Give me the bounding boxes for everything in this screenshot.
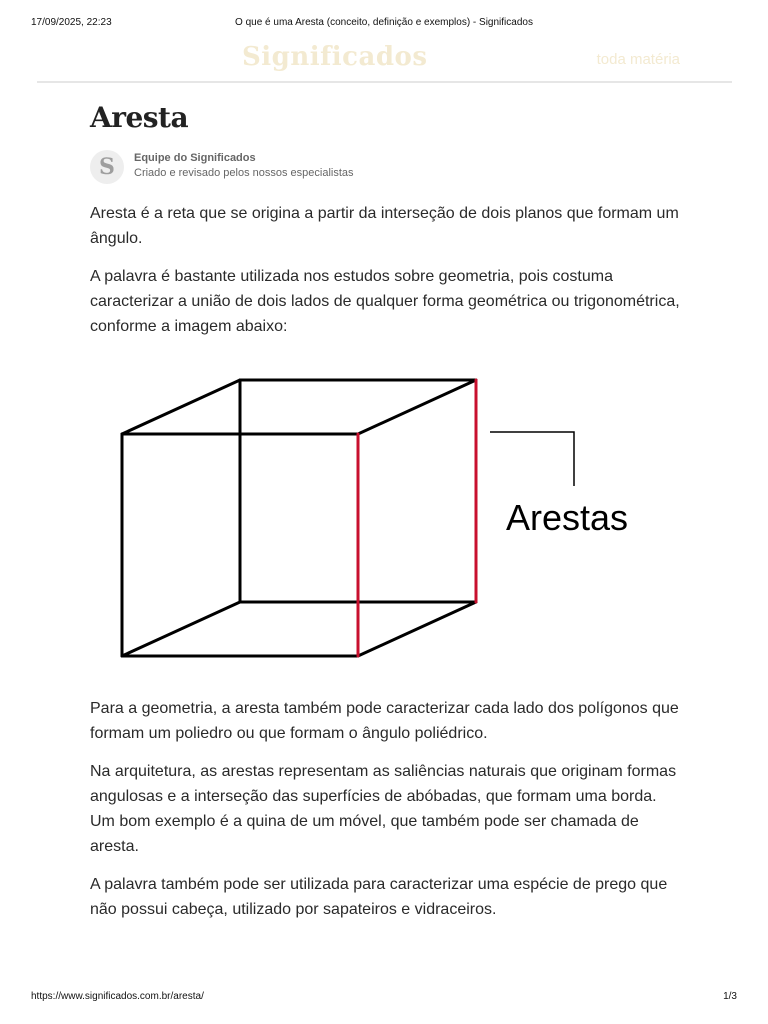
author-avatar[interactable]: S (90, 150, 124, 184)
author-block (90, 150, 690, 186)
paragraph-nail: A palavra também pode ser utilizada para caracterizar uma espécie de prego que não possui cabeça, utilizado por sapateiros e vidraceiros. (90, 876, 668, 918)
print-page-title: O que é uma Aresta (conceito, definição e exemplos) - Significados (235, 17, 533, 28)
article-title: Aresta (90, 101, 189, 134)
author-subtitle: Criado e revisado pelos nossos especialistas (134, 167, 354, 179)
page-number: 1/3 (723, 991, 737, 1002)
top-left-connector-edge (122, 380, 240, 434)
site-header (37, 40, 732, 83)
bottom-left-connector-edge (122, 602, 240, 656)
figure-label: Arestas (506, 497, 629, 538)
author-name[interactable]: Equipe do Significados (134, 152, 256, 164)
print-footer (31, 991, 737, 1005)
paragraph-geometry-usage: A palavra é bastante utilizada nos estudos sobre geometria, pois costuma caracterizar a união de dois lados de qualquer forma geométrica ou trigonométrica, conforme a imagem abaixo: (90, 268, 680, 335)
paragraph-definition: Aresta é a reta que se origina a partir da interseção de dois planos que formam um ângulo. (90, 205, 679, 247)
article (90, 98, 690, 918)
top-right-connector-edge (358, 380, 476, 434)
print-datetime: 17/09/2025, 22:23 (31, 17, 112, 28)
cube-edges-figure (100, 360, 680, 680)
bottom-right-connector-edge (358, 602, 476, 656)
print-header (31, 17, 737, 31)
paragraph-polygons: Para a geometria, a aresta também pode caracterizar cada lado dos polígonos que formam um poliedro ou que formam o ângulo poliédrico. (90, 700, 679, 742)
site-logo[interactable]: Significados (242, 42, 428, 72)
paragraph-architecture: Na arquitetura, as arestas representam as saliências naturais que originam formas angulosas e a interseção das superfícies de abóbadas, que formam uma borda. Um bom exemplo é a quina de um móvel, que também pode ser chamada de aresta. (90, 763, 677, 855)
partner-link[interactable]: toda matéria (596, 51, 680, 68)
label-leader-line (490, 432, 574, 486)
page-url[interactable]: https://www.significados.com.br/aresta/ (31, 991, 204, 1002)
